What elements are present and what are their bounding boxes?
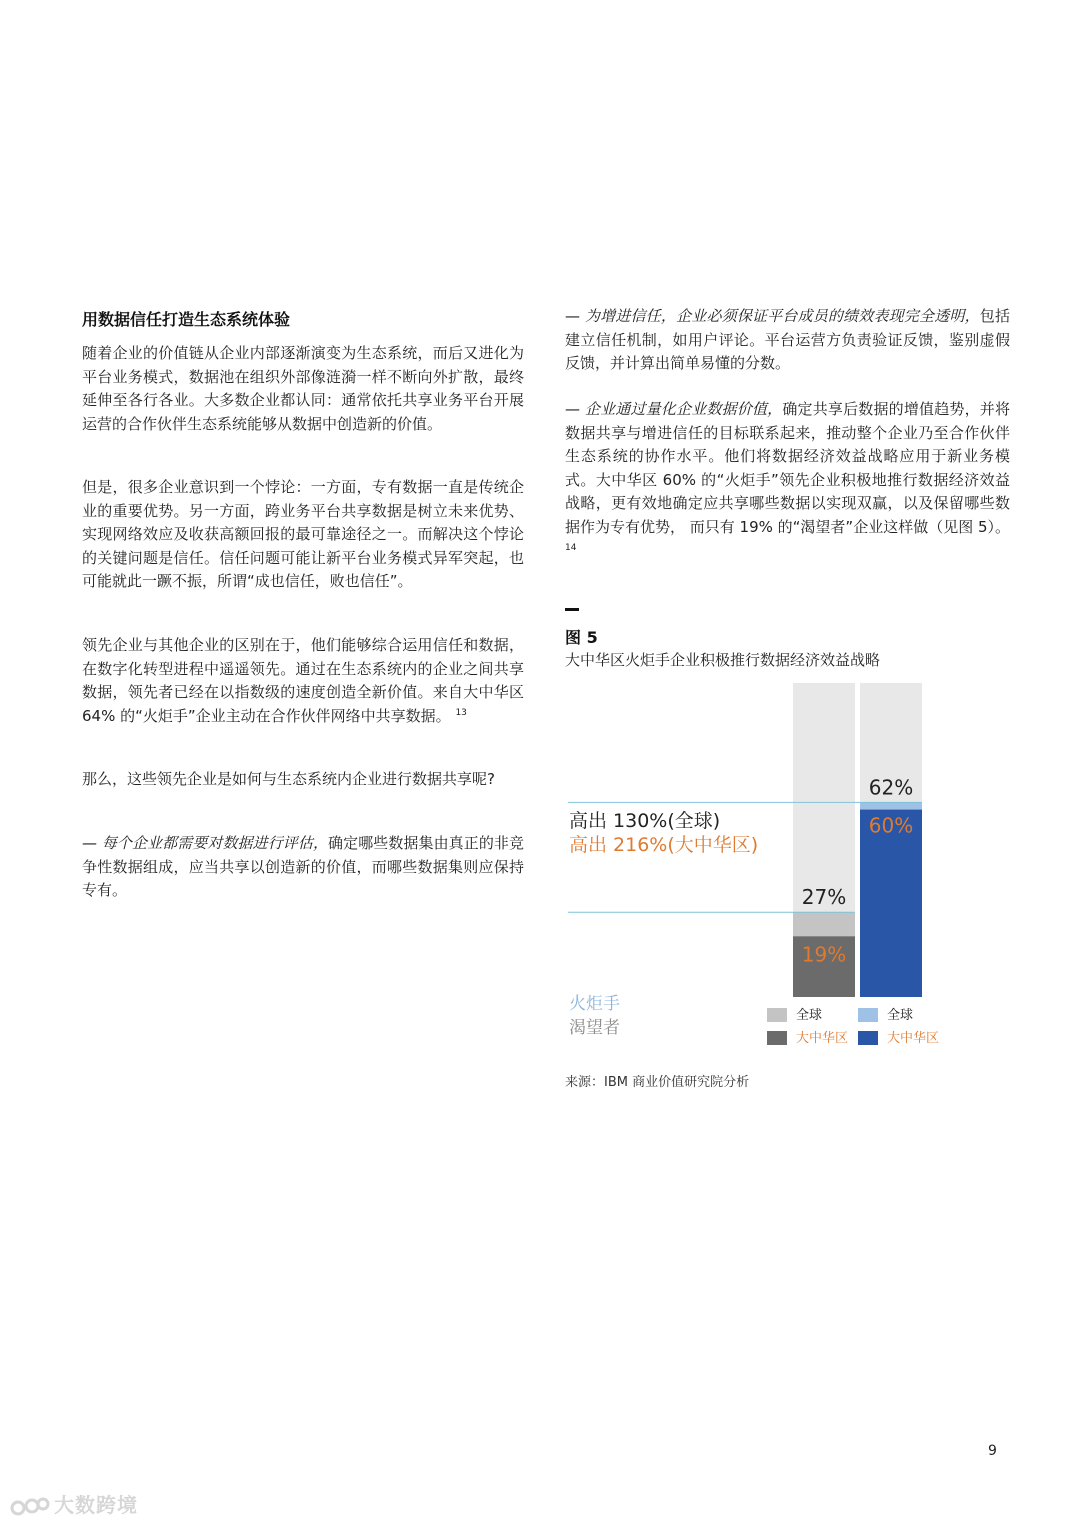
- group-label-aspirants: 渴望者: [569, 1018, 620, 1038]
- figure-title: 大中华区火炬手企业积极推行数据经济效益战略: [565, 651, 881, 669]
- paragraph-4: 那么，这些领先企业是如何与生态系统内企业进行数据共享呢?: [82, 770, 495, 788]
- legend-swatch-aspirant-global: [767, 1008, 787, 1022]
- bullet-2-rest: 确定共享后数据的增值趋势，并将数据共享与增进信任的目标联系起来，推动整个企业乃至合作伙伴生态系统的协作水平。他们将数据经济效益战略应用于新业务模式。大中华区 60% 的“火炬手”领先企业积极地推行数据经济效益战略，更有效地确定应共享哪些数据以实现双赢，以及保留哪些数据作为专有优势， 而只有 19% 的“渴望者”企业这样做（见图 5）。: [565, 400, 1011, 536]
- bullet-2-lead: — 企业通过量化企业数据价值，: [565, 400, 783, 418]
- torch-gc-label: 60%: [868, 813, 914, 838]
- paragraph-3-text: 领先企业与其他企业的区别在于，他们能够综合运用信任和数据，在数字化转型进程中遥遥领先。通过在生态系统内的企业之间共享数据，领先者已经在以指数级的速度创造全新价值。来自大中华区 64% 的“火炬手”企业主动在合作伙伴网络中共享数据。: [82, 636, 524, 725]
- legend-swatch-torch-global: [858, 1008, 878, 1022]
- torch-global-label: 62%: [868, 775, 914, 800]
- legend-label-torch-global: 全球: [887, 1008, 914, 1023]
- paragraph-5-lead: — 每个企业都需要对数据进行评估，: [82, 834, 329, 852]
- paragraph-3: [82, 634, 524, 728]
- legend-label-torch-gc: 大中华区: [887, 1031, 940, 1046]
- bullet-1-rest: 包括建立信任机制，如用户评论。平台运营方负责验证反馈，鉴别虚假反馈，并计算出简单易懂的分数。: [565, 307, 1010, 373]
- legend-label-aspirant-global: 全球: [796, 1008, 823, 1023]
- watermark-text: 大数跨境: [54, 1493, 138, 1517]
- torch-gc-bar: [860, 810, 922, 997]
- figure-5-chart: [560, 675, 960, 1055]
- bullet-2: [565, 398, 1010, 563]
- section-heading: 用数据信任打造生态系统体验: [82, 310, 291, 329]
- figure-dash-mark: [565, 608, 579, 611]
- legend-label-aspirant-gc: 大中华区: [796, 1031, 849, 1046]
- paragraph-5: [82, 832, 524, 903]
- footnote-13: 13: [455, 707, 467, 718]
- paragraph-5-rest: 确定哪些数据集由真正的非竞争性数据组成，应当共享以创造新的价值，而哪些数据集则应保持专有。: [82, 834, 524, 900]
- paragraph-2: 但是，很多企业意识到一个悖论：一方面，专有数据一直是传统企业的重要优势。另一方面，跨业务平台共享数据是树立未来优势、实现网络效应及收获高额回报的最可靠途径之一。而解决这个悖论的关键问题是信任。信任问题可能让新平台业务模式异军突起，也可能就此一蹶不振，所谓“成也信任，败也信任”。: [82, 478, 524, 591]
- aspirant-global-label: 27%: [801, 885, 847, 910]
- page-number: 9: [988, 1443, 997, 1459]
- annotation-global: 高出 130%(全球): [569, 810, 721, 832]
- figure-label: 图 5: [565, 628, 598, 647]
- group-label-torchbearers: 火炬手: [569, 994, 620, 1014]
- watermark: [10, 1489, 138, 1518]
- annotation-gc: 高出 216%(大中华区): [569, 834, 759, 856]
- legend-swatch-torch-gc: [858, 1031, 878, 1045]
- bullet-1: [565, 305, 1010, 376]
- legend-swatch-aspirant-gc: [767, 1031, 787, 1045]
- figure-source: 来源：IBM 商业价值研究院分析: [565, 1075, 750, 1090]
- paragraph-1: 随着企业的价值链从企业内部逐渐演变为生态系统，而后又进化为平台业务模式，数据池在组织外部像涟漪一样不断向外扩散，最终延伸至各行各业。大多数企业都认同：通常依托共享业务平台开展运营的合作伙伴生态系统能够从数据中创造新的价值。: [82, 344, 524, 433]
- aspirant-gc-label: 19%: [801, 942, 847, 967]
- watermark-logo-icon: [10, 1496, 50, 1518]
- bullet-1-lead: — 为增进信任，企业必须保证平台成员的绩效表现完全透明，: [565, 307, 980, 325]
- footnote-14: 14: [565, 542, 577, 553]
